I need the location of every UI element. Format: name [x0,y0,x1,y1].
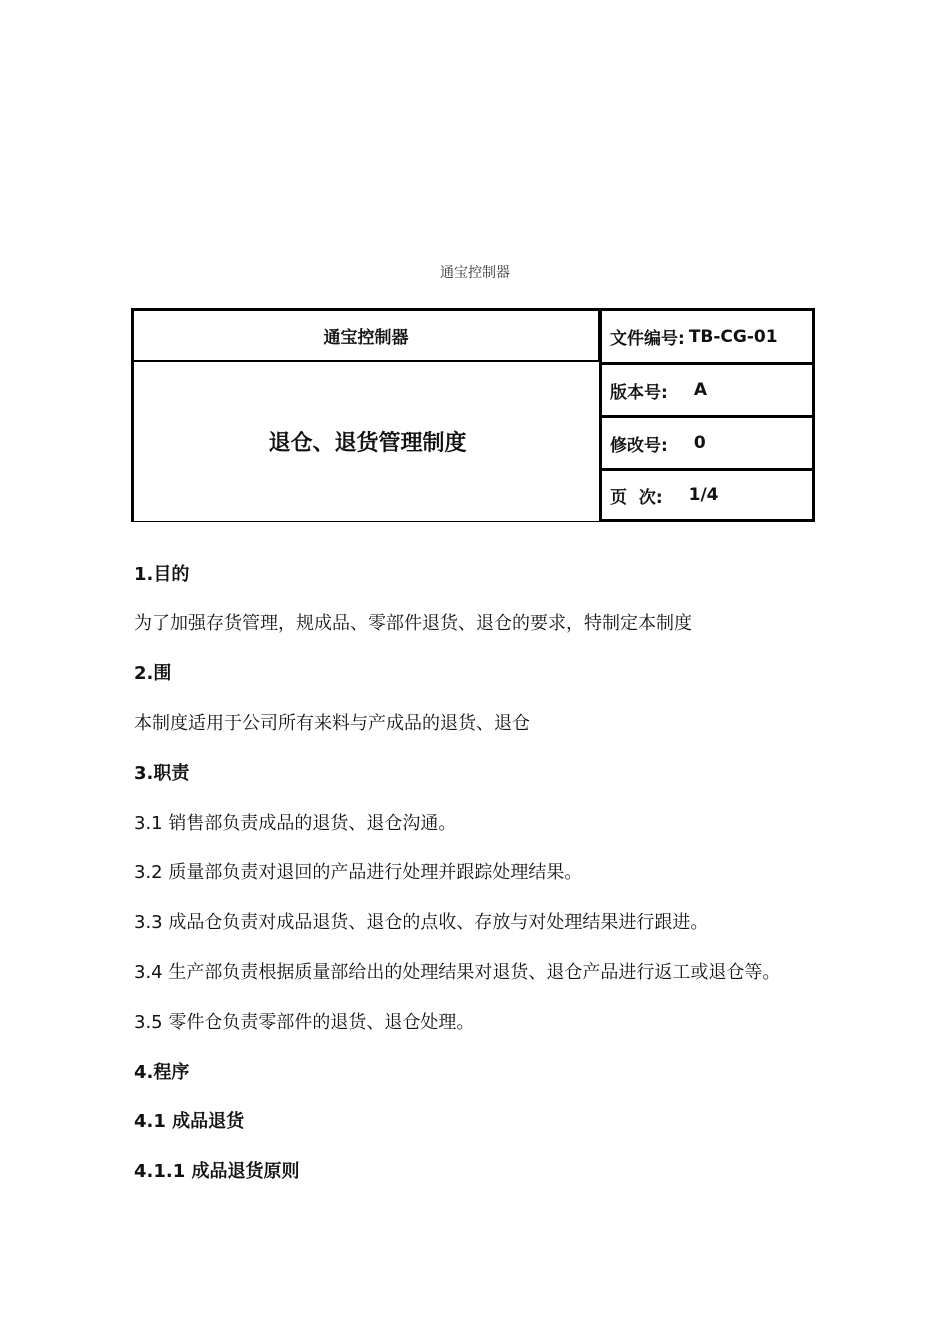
revision-label: 修改号: [610,435,668,456]
version-value: A [693,380,707,400]
page-number-cell [599,468,815,522]
section-heading: 2.围 [134,663,172,684]
paragraph: 3.3 成品仓负责对成品退货、退仓的点收、存放与对处理结果进行跟进。 [134,912,709,933]
section-heading: 1.目的 [134,564,190,585]
version-label: 版本号: [610,382,668,403]
revision-cell [599,415,815,468]
document-number-value: TB-CG-01 [688,326,778,347]
revision-value: 0 [693,433,706,453]
document-number-cell [599,308,815,362]
paragraph: 3.4 生产部负责根据质量部给出的处理结果对退货、退仓产品进行返工或退仓等。 [134,962,781,983]
document-title-cell [131,362,601,522]
paragraph: 3.5 零件仓负责零部件的退货、退仓处理。 [134,1012,475,1033]
section-heading: 4.程序 [134,1062,190,1083]
version-cell [599,362,815,415]
page-number-value: 1/4 [688,485,719,505]
company-name: 通宝控制器 [323,328,409,348]
subsection-heading: 4.1.1 成品退货原则 [134,1161,300,1182]
company-name-cell [131,308,601,362]
section-heading: 3.职责 [134,763,190,784]
subsection-heading: 4.1 成品退货 [134,1111,245,1132]
document-header-table [131,308,815,522]
paragraph: 3.1 销售部负责成品的退货、退仓沟通。 [134,813,457,834]
paragraph: 为了加强存货管理，规成品、零部件退货、退仓的要求，特制定本制度 [134,613,692,634]
document-number-label: 文件编号: [610,329,685,349]
page-number-label: 页 次: [610,487,663,508]
paragraph: 3.2 质量部负责对退回的产品进行处理并跟踪处理结果。 [134,862,583,883]
paragraph: 本制度适用于公司所有来料与产成品的退货、退仓 [134,713,530,734]
document-title: 退仓、退货管理制度 [268,431,467,456]
page-header: 通宝控制器 [440,265,510,281]
